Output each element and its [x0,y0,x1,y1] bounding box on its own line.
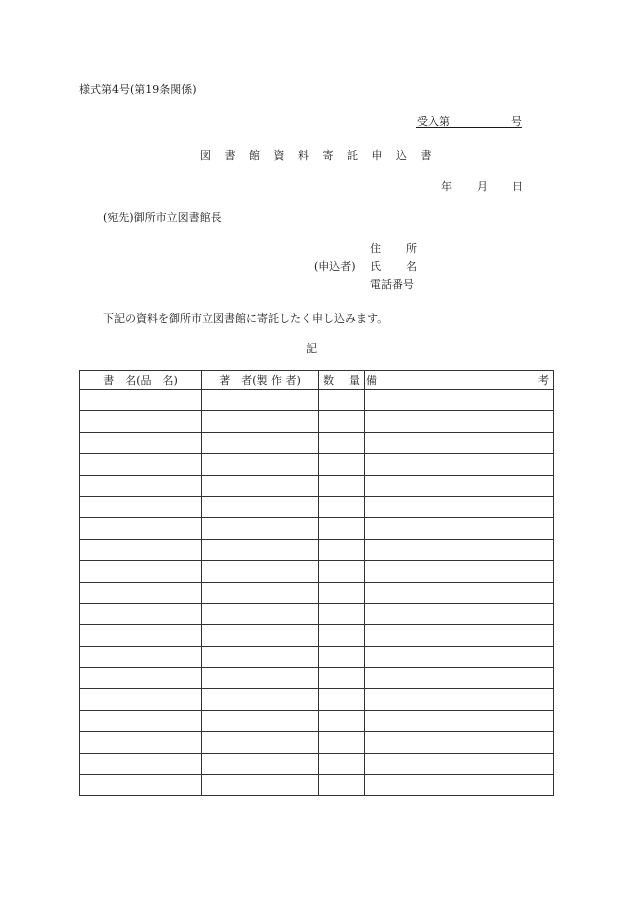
cell-title[interactable] [80,753,202,774]
name-char: 氏 [370,260,381,273]
cell-quantity[interactable] [319,603,365,624]
name-label [370,258,417,274]
cell-author[interactable] [202,496,319,517]
cell-author[interactable] [202,582,319,603]
cell-remarks[interactable] [365,646,554,667]
cell-title[interactable] [80,518,202,539]
table-row [80,775,554,796]
cell-quantity[interactable] [319,732,365,753]
cell-quantity[interactable] [319,646,365,667]
cell-author[interactable] [202,475,319,496]
cell-remarks[interactable] [365,753,554,774]
items-table [79,370,554,796]
cell-title[interactable] [80,496,202,517]
cell-quantity[interactable] [319,710,365,731]
name-char: 名 [406,260,417,273]
date-month-label: 月 [477,180,488,193]
cell-author[interactable] [202,454,319,475]
cell-author[interactable] [202,625,319,646]
table-row [80,496,554,517]
cell-author[interactable] [202,732,319,753]
cell-quantity[interactable] [319,689,365,710]
cell-quantity[interactable] [319,475,365,496]
table-row [80,411,554,432]
address-char: 所 [406,242,417,255]
table-row [80,753,554,774]
remarks-char: 備 [366,374,377,387]
cell-title[interactable] [80,603,202,624]
cell-quantity[interactable] [319,454,365,475]
quantity-char: 量 [349,374,360,387]
cell-quantity[interactable] [319,390,365,411]
cell-author[interactable] [202,668,319,689]
receipt-suffix: 号 [511,115,522,128]
cell-remarks[interactable] [365,625,554,646]
cell-remarks[interactable] [365,496,554,517]
cell-remarks[interactable] [365,454,554,475]
cell-quantity[interactable] [319,539,365,560]
column-header-title: 書 名(品 名) [80,371,202,390]
cell-remarks[interactable] [365,539,554,560]
table-row [80,732,554,753]
cell-title[interactable] [80,454,202,475]
column-header-quantity [319,371,365,390]
cell-quantity[interactable] [319,775,365,796]
receipt-number-field[interactable] [416,113,522,128]
table-row [80,582,554,603]
cell-title[interactable] [80,668,202,689]
table-row [80,668,554,689]
cell-quantity[interactable] [319,561,365,582]
table-row [80,432,554,453]
cell-remarks[interactable] [365,710,554,731]
cell-quantity[interactable] [319,518,365,539]
table-row [80,390,554,411]
cell-remarks[interactable] [365,475,554,496]
addressee: (宛先)御所市立図書館長 [103,211,222,224]
table-header-row [80,371,554,390]
column-header-remarks [365,371,554,390]
cell-author[interactable] [202,390,319,411]
cell-title[interactable] [80,646,202,667]
cell-remarks[interactable] [365,732,554,753]
cell-remarks[interactable] [365,411,554,432]
cell-title[interactable] [80,390,202,411]
cell-author[interactable] [202,539,319,560]
cell-title[interactable] [80,561,202,582]
cell-author[interactable] [202,432,319,453]
cell-title[interactable] [80,625,202,646]
table-row [80,454,554,475]
cell-title[interactable] [80,732,202,753]
cell-author[interactable] [202,411,319,432]
cell-author[interactable] [202,710,319,731]
cell-remarks[interactable] [365,603,554,624]
cell-quantity[interactable] [319,411,365,432]
cell-remarks[interactable] [365,668,554,689]
cell-title[interactable] [80,411,202,432]
cell-quantity[interactable] [319,668,365,689]
receipt-label: 受入第 [417,115,450,128]
cell-title[interactable] [80,539,202,560]
notes-label: 記 [306,342,317,355]
form-number: 様式第4号(第19条関係) [79,83,197,96]
table-row [80,603,554,624]
cell-author[interactable] [202,646,319,667]
cell-title[interactable] [80,475,202,496]
cell-title[interactable] [80,689,202,710]
cell-title[interactable] [80,432,202,453]
cell-quantity[interactable] [319,625,365,646]
cell-remarks[interactable] [365,775,554,796]
cell-quantity[interactable] [319,582,365,603]
cell-author[interactable] [202,775,319,796]
cell-title[interactable] [80,710,202,731]
body-text: 下記の資料を御所市立図書館に寄託したく申し込みます。 [103,312,389,325]
table-row [80,475,554,496]
phone-label: 電話番号 [370,278,414,291]
cell-author[interactable] [202,753,319,774]
table-row [80,539,554,560]
table-row [80,561,554,582]
date-year-label: 年 [441,180,452,193]
cell-remarks[interactable] [365,432,554,453]
cell-author[interactable] [202,561,319,582]
remarks-char: 考 [538,374,549,387]
cell-remarks[interactable] [365,390,554,411]
address-char: 住 [370,242,381,255]
table-row [80,625,554,646]
address-label [370,240,417,256]
page-title: 図書館資料寄託申込書 [200,149,445,162]
column-header-author: 著 者(製 作 者) [202,371,319,390]
table-row [80,646,554,667]
date-day-label: 日 [512,180,523,193]
cell-title[interactable] [80,775,202,796]
cell-quantity[interactable] [319,432,365,453]
table-row [80,689,554,710]
cell-title[interactable] [80,582,202,603]
cell-author[interactable] [202,689,319,710]
quantity-char: 数 [323,374,334,387]
cell-quantity[interactable] [319,496,365,517]
cell-remarks[interactable] [365,561,554,582]
table-row [80,518,554,539]
cell-quantity[interactable] [319,753,365,774]
cell-author[interactable] [202,603,319,624]
applicant-label: (申込者) [314,260,356,273]
cell-remarks[interactable] [365,582,554,603]
cell-remarks[interactable] [365,518,554,539]
cell-author[interactable] [202,518,319,539]
table-row [80,710,554,731]
cell-remarks[interactable] [365,689,554,710]
